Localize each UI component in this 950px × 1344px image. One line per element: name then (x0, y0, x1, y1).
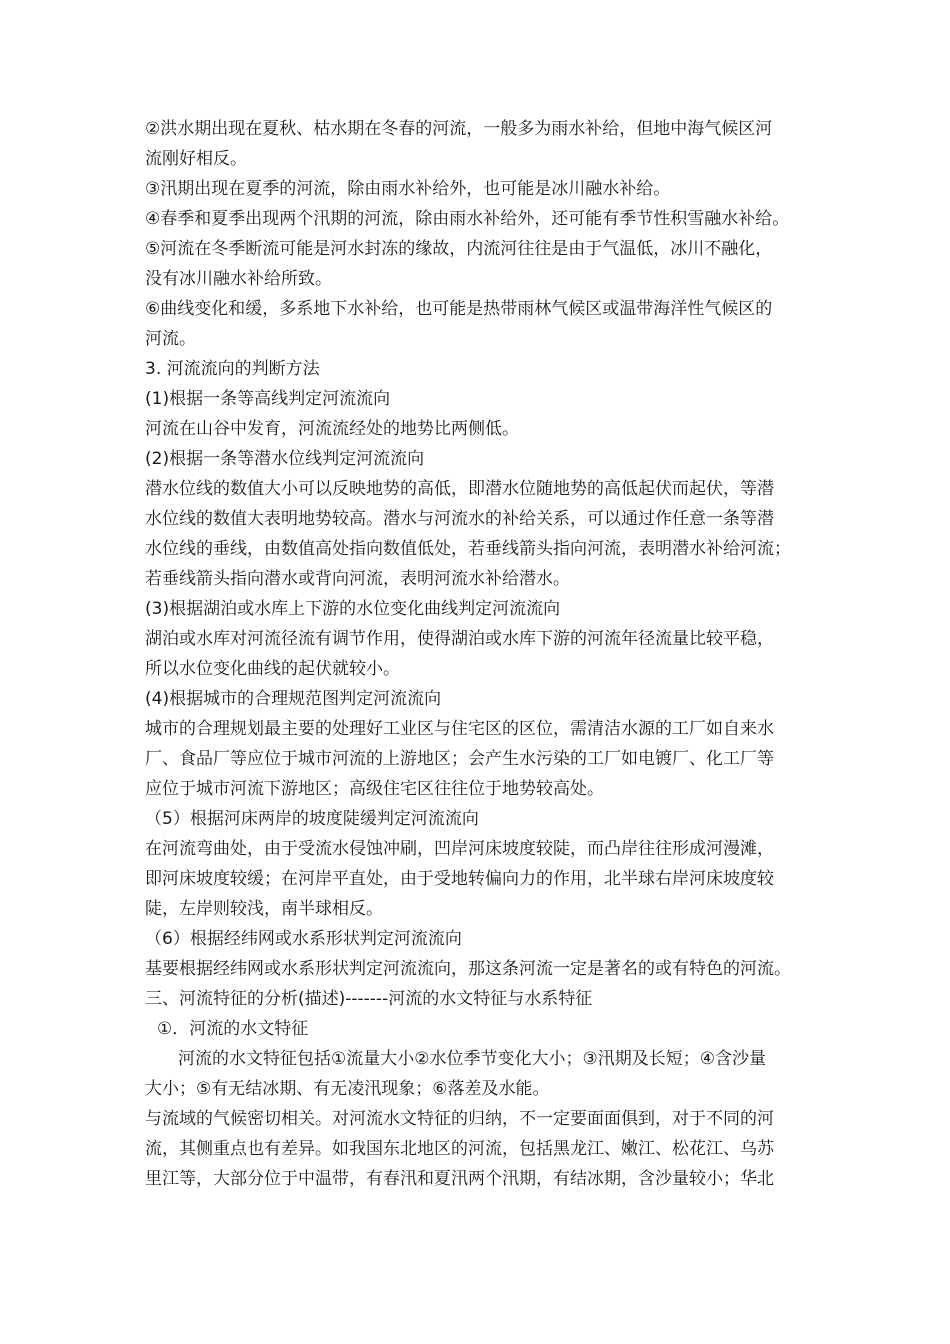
text-line: 与流域的气候密切相关。对河流水文特征的归纳，不一定要面面俱到，对于不同的河 (145, 1109, 774, 1129)
text-line: 河流的水文特征包括①流量大小②水位季节变化大小；③汛期及长短；④含沙量 (178, 1049, 766, 1069)
text-line: 陡，左岸则较浅，南半球相反。 (145, 899, 383, 919)
section-heading: 3. 河流流向的判断方法 (145, 359, 320, 379)
text-line: 应位于城市河流下游地区；高级住宅区往往位于地势较高处。 (145, 779, 604, 799)
text-line: 流，其侧重点也有差异。如我国东北地区的河流，包括黑龙江、嫩江、松花江、乌苏 (145, 1139, 774, 1159)
subsection-heading: （6）根据经纬网或水系形状判定河流流向 (145, 929, 462, 949)
text-line: 若垂线箭头指向潜水或背向河流，表明河流水补给潜水。 (145, 569, 570, 589)
text-line: ③汛期出现在夏季的河流，除由雨水补给外，也可能是冰川融水补给。 (145, 179, 671, 199)
text-line: 潜水位线的数值大小可以反映地势的高低，即潜水位随地势的高低起伏而起伏，等潜 (145, 479, 774, 499)
text-line: 湖泊或水库对河流径流有调节作用，使得湖泊或水库下游的河流年径流量比较平稳， (145, 629, 774, 649)
text-line: ④春季和夏季出现两个汛期的河流，除由雨水补给外，还可能有季节性积雪融水补给。 (145, 209, 790, 229)
text-line: 河流。 (145, 329, 196, 349)
text-line: 大小；⑤有无结冰期、有无凌汛现象；⑥落差及水能。 (145, 1079, 550, 1099)
subsection-heading: (4)根据城市的合理规范图判定河流流向 (145, 689, 442, 709)
text-line: ⑤河流在冬季断流可能是河水封冻的缘故，内流河往往是由于气温低，冰川不融化， (145, 239, 773, 259)
text-line: 城市的合理规划最主要的处理好工业区与住宅区的区位，需清洁水源的工厂如自来水 (145, 719, 774, 739)
subsection-heading: （5）根据河床两岸的坡度陡缓判定河流流向 (145, 809, 479, 829)
text-line: ⑥曲线变化和缓，多系地下水补给，也可能是热带雨林气候区或温带海洋性气候区的 (145, 299, 773, 319)
text-line: 水位线的垂线，由数值高处指向数值低处，若垂线箭头指向河流，表明潜水补给河流； (145, 539, 791, 559)
subsection-heading: (3)根据湖泊或水库上下游的水位变化曲线判定河流流向 (145, 599, 561, 619)
subsection-heading: (2)根据一条等潜水位线判定河流流向 (145, 449, 425, 469)
subsection-heading: (1)根据一条等高线判定河流流向 (145, 389, 391, 409)
text-line: 流刚好相反。 (145, 149, 247, 169)
text-line: 河流在山谷中发育，河流流经处的地势比两侧低。 (145, 419, 519, 439)
text-line: 水位线的数值大表明地势较高。潜水与河流水的补给关系，可以通过作任意一条等潜 (145, 509, 774, 529)
text-line: 没有冰川融水补给所致。 (145, 269, 332, 289)
text-line: 厂、食品厂等应位于城市河流的上游地区；会产生水污染的工厂如电镀厂、化工厂等 (145, 749, 774, 769)
text-line: ②洪水期出现在夏秋、枯水期在冬春的河流，一般多为雨水补给，但地中海气候区河 (145, 119, 773, 139)
text-line: 基要根据经纬网或水系形状判定河流流向，那这条河流一定是著名的或有特色的河流。 (145, 959, 791, 979)
text-line: 即河床坡度较缓；在河岸平直处，由于受地转偏向力的作用，北半球右岸河床坡度较 (145, 869, 774, 889)
text-line: 所以水位变化曲线的起伏就较小。 (145, 659, 400, 679)
subsection-heading: ①．河流的水文特征 (157, 1019, 309, 1039)
text-line: 在河流弯曲处，由于受流水侵蚀冲刷，凹岸河床坡度较陡，而凸岸往往形成河漫滩， (145, 839, 774, 859)
section-heading: 三、河流特征的分析(描述)-------河流的水文特征与水系特征 (145, 989, 593, 1009)
text-line: 里江等，大部分位于中温带，有春汛和夏汛两个汛期，有结冰期，含沙量较小；华北 (145, 1169, 774, 1189)
